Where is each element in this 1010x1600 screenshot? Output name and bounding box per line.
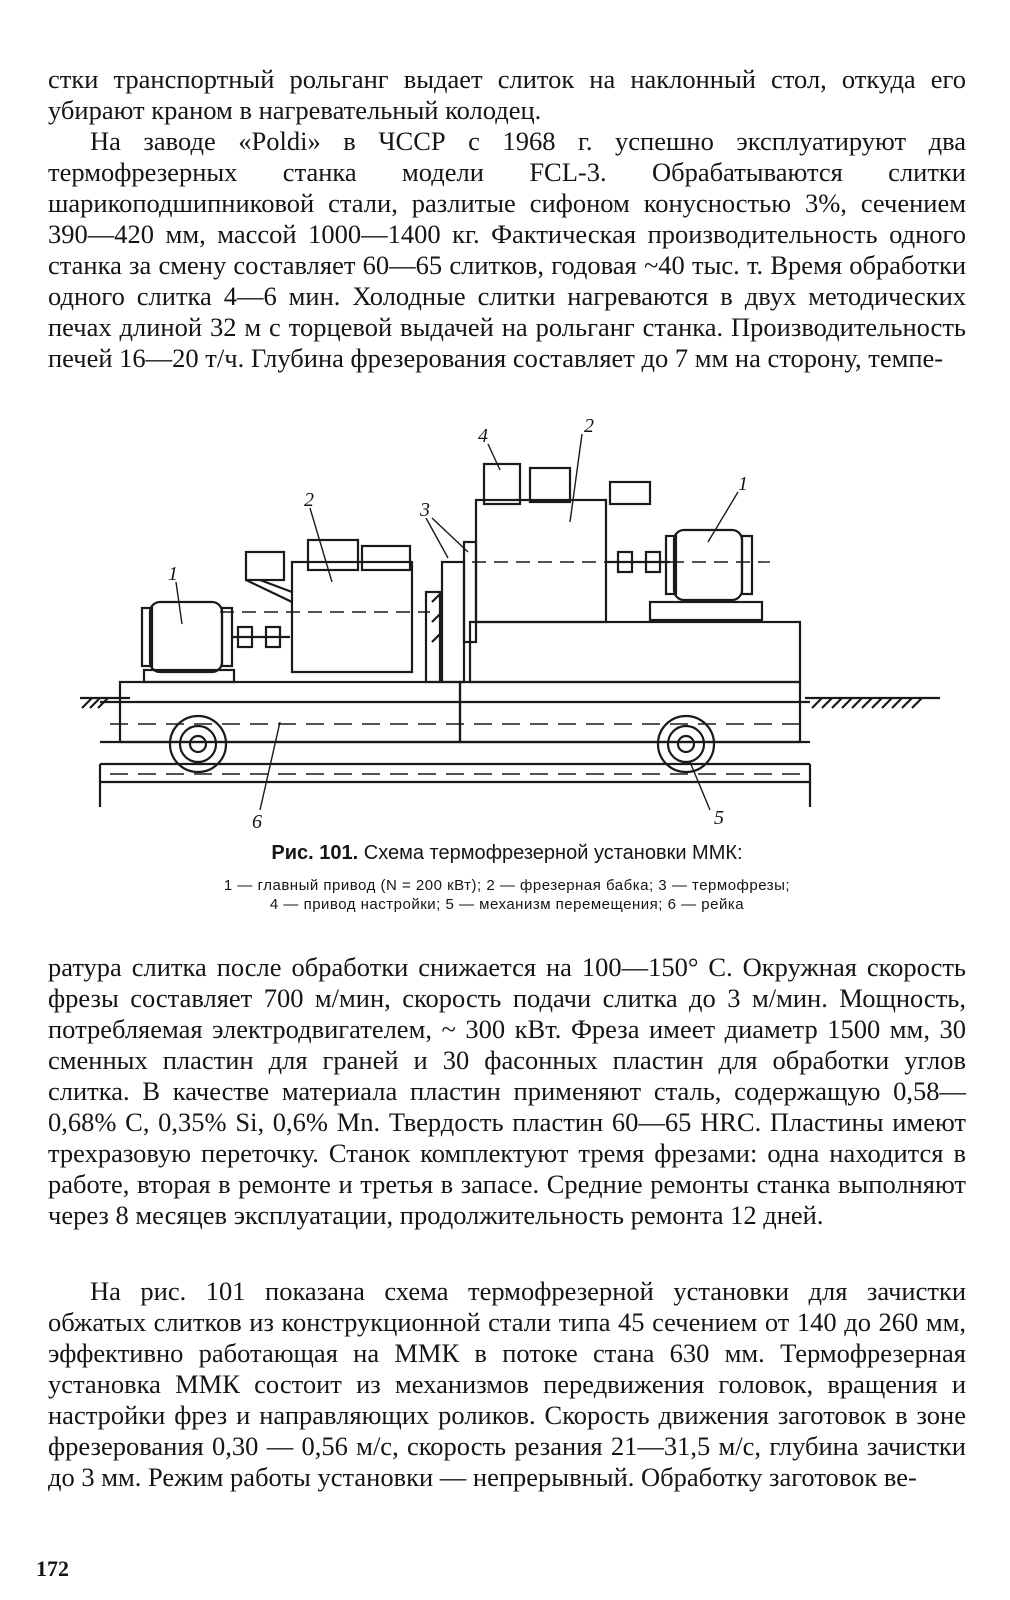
- legend-line-1: 1 — главный привод (N = 200 кВт); 2 — фрезерная бабка; 3 — термофрезы;: [223, 877, 791, 894]
- main-drive-left: [142, 602, 290, 682]
- label-1-left: 1: [168, 563, 178, 585]
- ground-hatch-right: [805, 698, 940, 708]
- figure-title: Схема термофрезерной установки ММК:: [363, 842, 743, 864]
- paragraph-2-text: На заводе «Poldi» в ЧССР с 1968 г. успешно эксплуатируют два термофрезерных станка модели FCL-3. Обрабатываются слитки шарикоподшипниковой стали, разлитые сифоном конусностью 3%, сечением 390—420 мм, массой 1000—1400 кг. Фактическая производительность одного станка за смену составляет 60—65 слитков, годовая ~40 тыс. т. Время обработки одного слитка 4—6 мин. Холодные слитки нагреваются в двух методических печах длиной 32 м с торцевой выдачей на рольганг станка. Производительность печей 16—20 т/ч. Глубина фрезерования составляет до 7 мм на сторону, темпе-: [48, 126, 966, 373]
- label-5: 5: [714, 807, 724, 829]
- label-4: 4: [478, 425, 488, 447]
- thermo-cutters: [426, 542, 476, 682]
- paragraph-3: ратура слитка после обработки снижается на 100—150° С. Окружная скорость фрезы составляет 700 м/мин, скорость подачи слитка до 3 м/мин. Мощность, потребляемая электродвигателем, ~ 300 кВт. Фреза имеет диаметр 1500 мм, 30 сменных пластин для граней и 30 фасонных пластин для обработки углов слитка. В качестве материала пластин применяют сталь, содержащую 0,58—0,68% С, 0,35% Si, 0,6% Mn. Твердость пластин 60—65 HRC. Пластины имеют трехразовую переточку. Станок комплектуют тремя фрезами: одна находится в работе, вторая в ремонте и третья в запасе. Средние ремонты станка выполняют через 8 месяцев эксплуатации, продолжительность ремонта 12 дней.: [48, 952, 966, 1230]
- label-2-right: 2: [584, 415, 594, 437]
- paragraph-1: стки транспортный рольганг выдает слиток на наклонный стол, откуда его убирают краном в нагревательный колодец.: [48, 64, 966, 125]
- paragraph-4: [48, 1276, 966, 1493]
- label-3: 3: [420, 499, 430, 521]
- figure-101-diagram: [70, 412, 942, 832]
- main-drive-right: [606, 530, 762, 620]
- label-6: 6: [252, 811, 262, 832]
- figure-caption-legend: [48, 876, 966, 914]
- page-number: 172: [36, 1556, 69, 1581]
- paragraph-4-text: На рис. 101 показана схема термофрезерной установки для зачистки обжатых слитков из конструкционной стали типа 45 сечением от 140 до 260 мм, эффективно работающая на ММК в потоке стана 630 мм. Термофрезерная установка ММК состоит из механизмов передвижения головок, вращения и настройки фрез и направляющих роликов. Скорость движения заготовок в зоне фрезерования 0,30 — 0,56 м/с, скорость резания 21—31,5 м/с, глубина зачистки до 3 мм. Режим работы установки — непрерывный. Обработку заготовок ве-: [48, 1276, 966, 1492]
- label-1-right: 1: [738, 473, 748, 495]
- label-2-left: 2: [304, 489, 314, 511]
- figure-number: Рис. 101.: [271, 842, 359, 864]
- left-carriage: [120, 682, 800, 742]
- milling-head-right: [450, 464, 770, 622]
- legend-line-2: 4 — привод настройки; 5 — механизм перемещения; 6 — рейка: [269, 896, 745, 913]
- figure-caption-title: [48, 842, 966, 865]
- right-base: [470, 622, 800, 682]
- paragraph-2: [48, 126, 966, 374]
